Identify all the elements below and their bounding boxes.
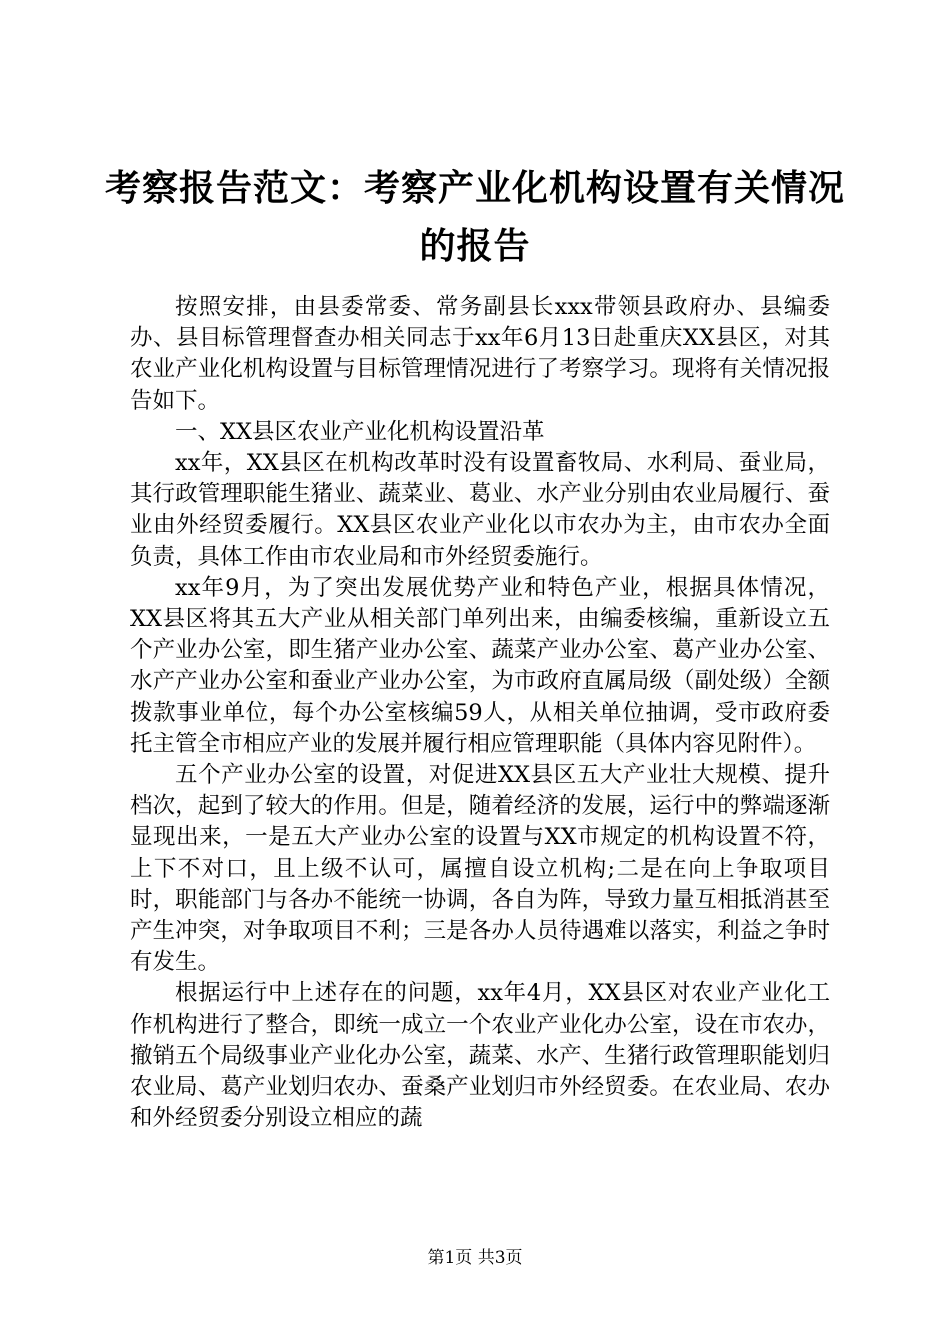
document-body	[130, 292, 830, 1134]
page-footer: 第1页 共3页	[427, 1248, 523, 1268]
paragraph-offices-setup: xx年9月，为了突出发展优势产业和特色产业，根据具体情况，XX县区将其五大产业从相关部门单列出来，由编委核编，重新设立五个产业办公室，即生猪产业办公室、蔬菜产业办公室、葛产业办公室、水产产业办公室和蚕业产业办公室，为市政府直属局级（副处级）全额拨款事业单位，每个办公室核编59人，从相关单位抽调，受市政府委托主管全市相应产业的发展并履行相应管理职能（具体内容见附件）。	[130, 574, 830, 757]
document-title-line-1: 考察报告范文：考察产业化机构设置有关情况	[104, 167, 845, 209]
paragraph-intro: 按照安排，由县委常委、常务副县长xxx带领县政府办、县编委办、县目标管理督查办相关同志于xx年6月13日赴重庆XX县区，对其农业产业化机构设置与目标管理情况进行了考察学习。现将有关情况报告如下。	[130, 294, 830, 414]
document-title-line-2: 的报告	[419, 225, 531, 267]
paragraph-problems: 五个产业办公室的设置，对促进XX县区五大产业壮大规模、提升档次，起到了较大的作用。但是，随着经济的发展，运行中的弊端逐渐显现出来，一是五大产业办公室的设置与XX市规定的机构设置不符，上下不对口，且上级不认可，属擅自设立机构;二是在向上争取项目时，职能部门与各办不能统一协调，各自为阵，导致力量互相抵消甚至产生冲突，对争取项目不利；三是各办人员待遇难以落实，利益之争时有发生。	[130, 762, 830, 976]
section-heading: 一、XX县区农业产业化机构设置沿革	[175, 418, 545, 445]
paragraph-history: xx年，XX县区在机构改革时没有设置畜牧局、水利局、蚕业局，其行政管理职能生猪业、蔬菜业、葛业、水产业分别由农业局履行、蚕业由外经贸委履行。XX县区农业产业化以市农办为主，由市农办全面负责，具体工作由市农业局和市外经贸委施行。	[130, 450, 830, 570]
paragraph-reorganization: 根据运行中上述存在的问题，xx年4月，XX县区对农业产业化工作机构进行了整合，即统一成立一个农业产业化办公室，设在市农办，撤销五个局级事业产业化办公室，蔬菜、水产、生猪行政管理职能划归农业局、葛产业划归农办、蚕桑产业划归市外经贸委。在农业局、农办和外经贸委分别设立相应的蔬	[130, 980, 830, 1132]
